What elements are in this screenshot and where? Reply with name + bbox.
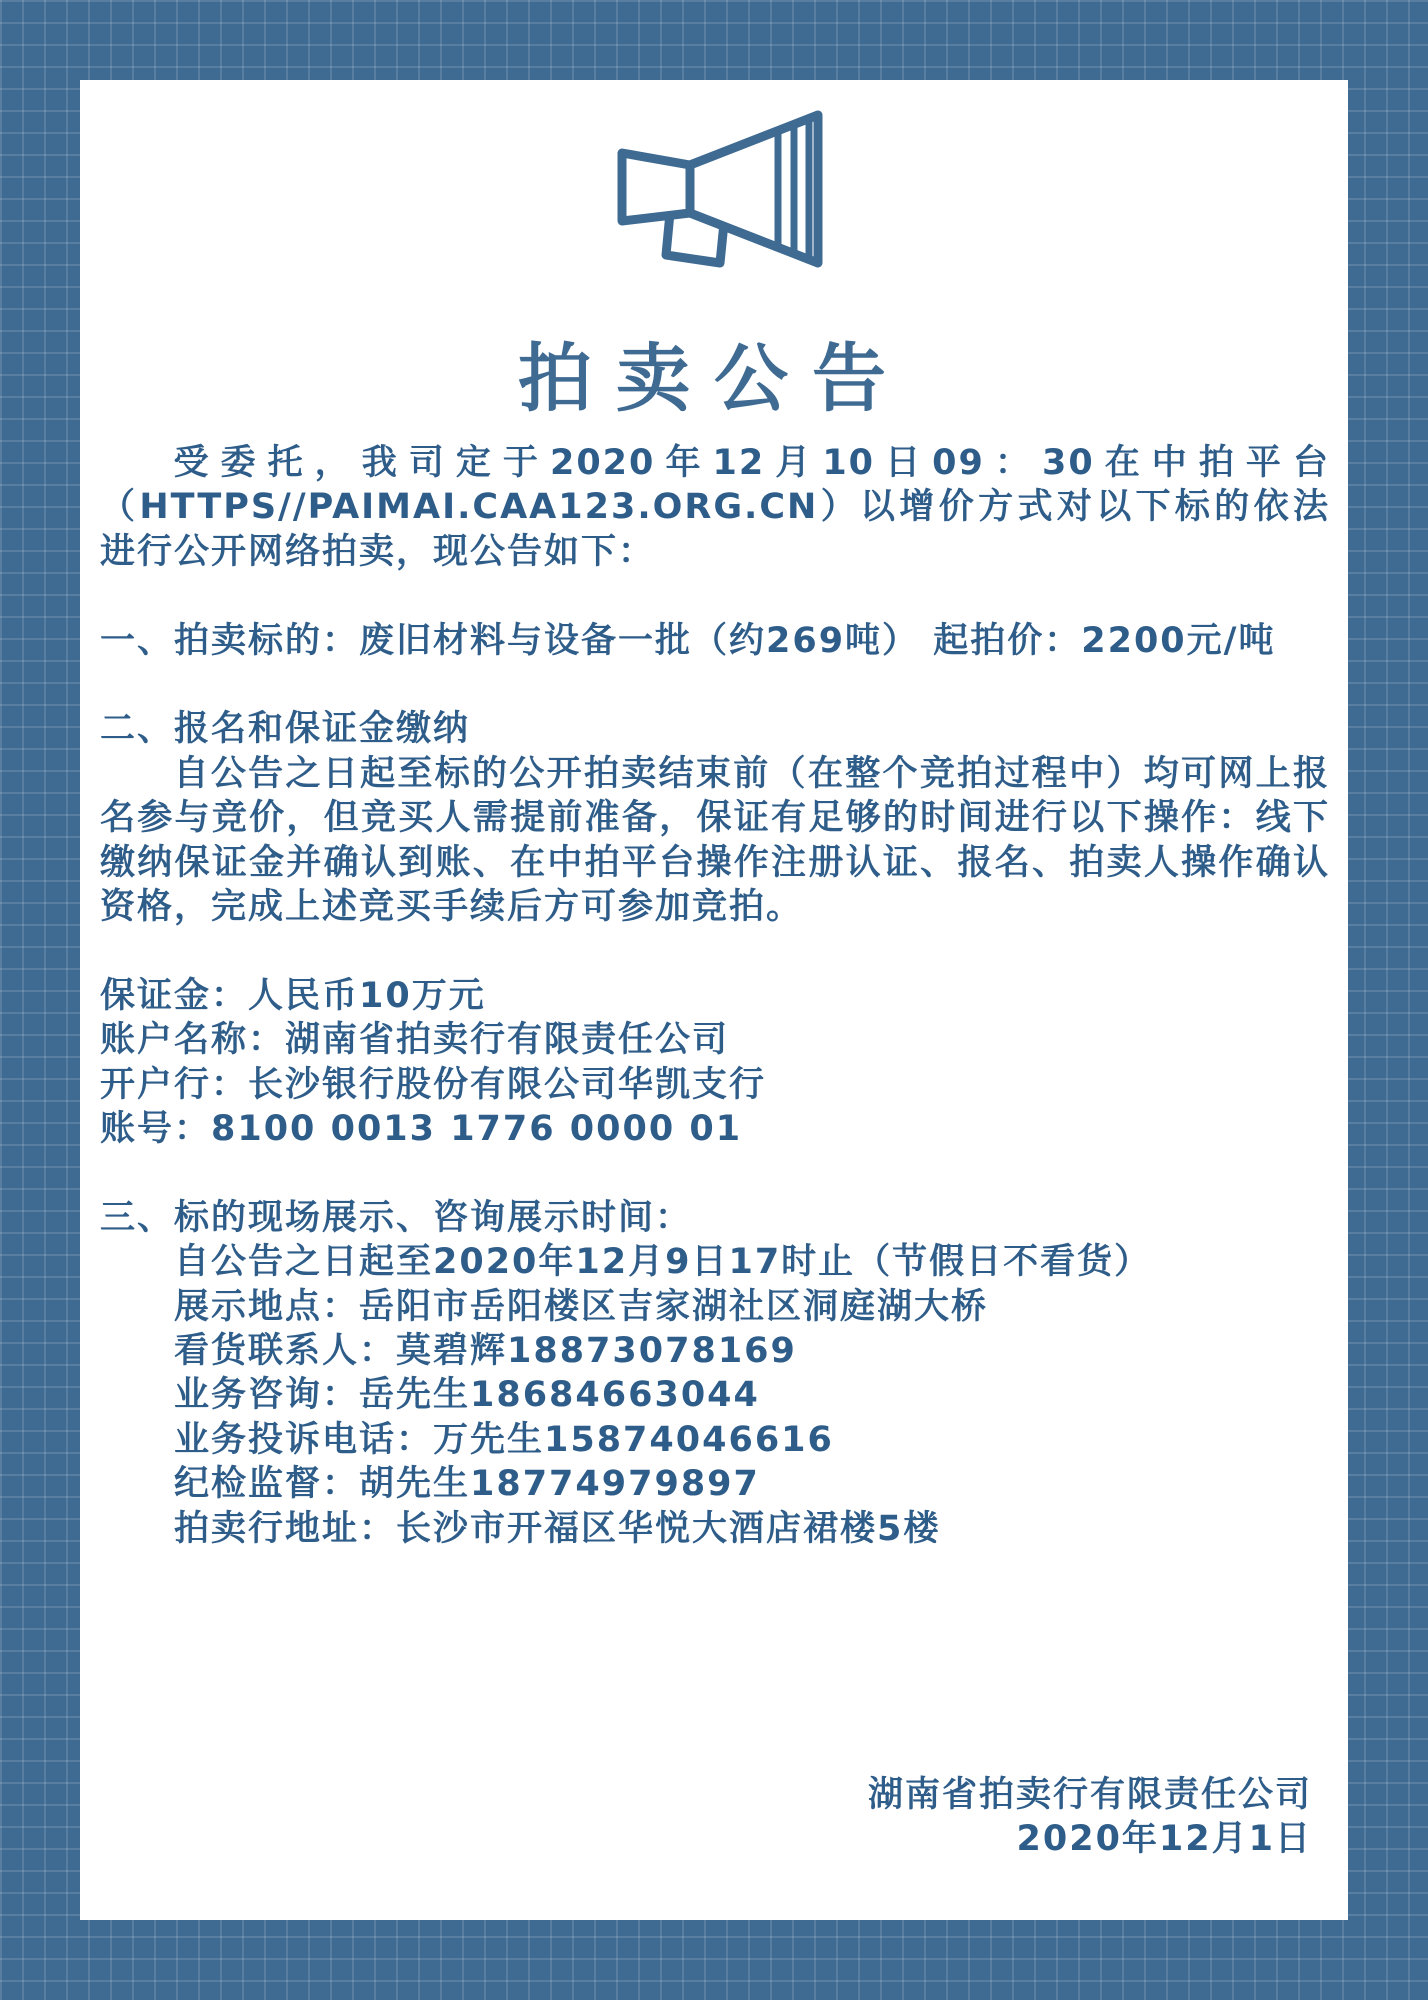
intro-paragraph: 受委托，我司定于2020年12月10日09：30在中拍平台（HTTPS//PAIMAI.CAA123.ORG.CN）以增价方式对以下标的依法进行公开网络拍卖，现公告如下：	[100, 443, 1330, 572]
section3-heading: 三、标的现场展示、咨询展示时间：	[100, 1197, 693, 1238]
section3-line: 看货联系人：莫碧辉18873078169	[174, 1331, 797, 1372]
deposit-bank: 开户行：长沙银行股份有限公司华凯支行	[100, 1064, 767, 1105]
section2-paragraph: 自公告之日起至标的公开拍卖结束前（在整个竞拍过程中）均可网上报名参与竞价，但竞买人需提前准备，保证有足够的时间进行以下操作：线下缴纳保证金并确认到账、在中拍平台操作注册认证、报名、拍卖人操作确认资格，完成上述竞买手续后方可参加竞拍。	[100, 753, 1330, 928]
section3-line: 自公告之日起至2020年12月9日17时止（节假日不看货）	[174, 1242, 1152, 1283]
notice-body	[100, 441, 1330, 1551]
deposit-account-name: 账户名称：湖南省拍卖行有限责任公司	[100, 1020, 730, 1061]
section3-line: 展示地点：岳阳市岳阳楼区吉家湖社区洞庭湖大桥	[174, 1286, 989, 1327]
notice-paper	[80, 80, 1348, 1920]
deposit-amount: 保证金：人民币10万元	[100, 975, 486, 1016]
section3-line: 业务投诉电话：万先生15874046616	[174, 1419, 834, 1460]
megaphone-icon	[590, 105, 840, 275]
section1-auction-item: 一、拍卖标的：废旧材料与设备一批（约269吨） 起拍价：2200元/吨	[100, 620, 1276, 661]
page-title: 拍卖公告	[518, 336, 910, 422]
section3-line: 纪检监督：胡先生18774979897	[174, 1464, 760, 1505]
signature-date: 2020年12月1日	[1016, 1819, 1312, 1860]
section2-heading: 二、报名和保证金缴纳	[100, 709, 471, 750]
section3-line: 业务咨询：岳先生18684663044	[174, 1375, 760, 1416]
signature-company: 湖南省拍卖行有限责任公司	[867, 1775, 1312, 1815]
deposit-account-number: 账号：8100 0013 1776 0000 01	[100, 1109, 743, 1150]
signature-block	[868, 1773, 1312, 1862]
section3-line: 拍卖行地址：长沙市开福区华悦大酒店裙楼5楼	[174, 1508, 941, 1549]
